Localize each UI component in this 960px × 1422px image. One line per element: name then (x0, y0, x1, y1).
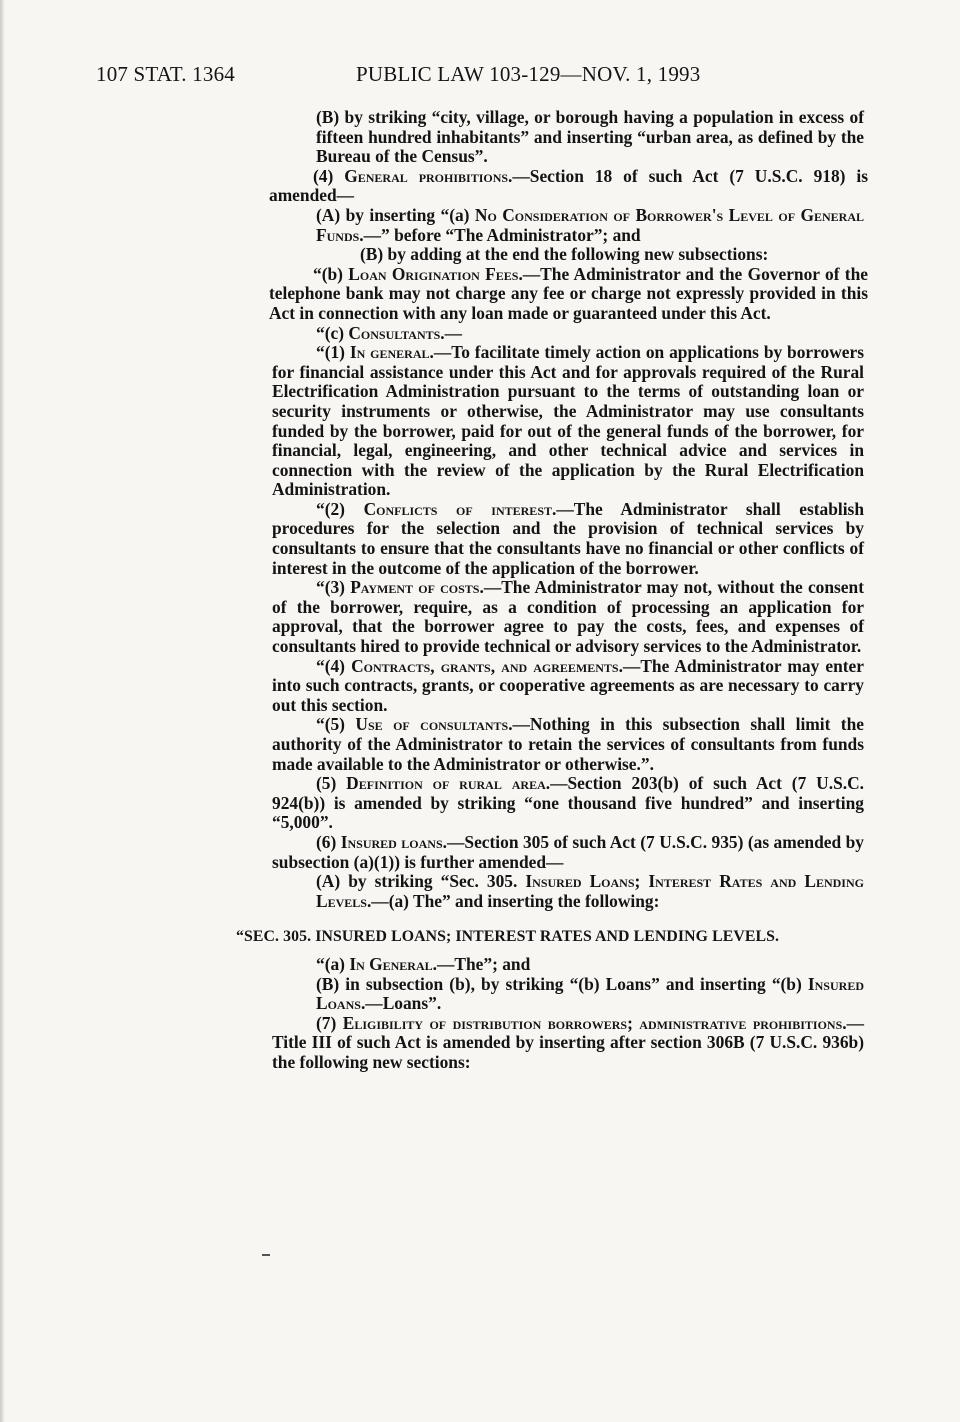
heading-eligibility-distribution-borrowers: Eligibility of distribution borrowers; administrative prohibitions (342, 1012, 843, 1033)
heading-use-of-consultants: Use of consultants (355, 714, 509, 735)
page-edge (0, 0, 5, 1422)
public-law-heading: PUBLIC LAW 103-129—NOV. 1, 1993 (356, 62, 701, 86)
page-header (96, 62, 876, 92)
heading-conflicts-of-interest: Conflicts of interest (363, 498, 552, 519)
heading-insured-loans-subsection-b: Insured Loans (316, 973, 864, 1014)
paragraph-2-conflicts-of-interest: “(2) Conflicts of interest.—The Administrator shall establish procedures for the selection and the provision of technical services by consultants to ensure that the consultants have no financial or other conflicts of interest in the outcome of the application of the borrower. (272, 498, 864, 578)
subsection-b-loan-origination-fees: “(b) Loan Origination Fees.—The Administrator and the Governor of the telephone bank may not charge any fee or charge not expressly provided in this Act in connection with any loan made or guaranteed under this Act. (269, 263, 868, 323)
para-6-insured-loans: (6) Insured loans.—Section 305 of such Act (7 U.S.C. 935) (as amended by subsection (a)(1)) is further amended— (272, 831, 864, 872)
subsection-c-consultants: “(c) Consultants.— (316, 322, 463, 343)
heading-loan-origination-fees: Loan Origination Fees (348, 263, 519, 284)
paragraph-4-contracts-grants: “(4) Contracts, grants, and agreements.—The Administrator may enter into such contracts, grants, or cooperative agreements as are necessary to carry out this section. (272, 655, 864, 715)
heading-in-general-subsection-a: In General (349, 953, 433, 974)
para-5-definition-rural-area: (5) Definition of rural area.—Section 203(b) of such Act (7 U.S.C. 924(b)) is amended by striking “one thousand five hundred” and inserting “5,000”. (272, 773, 864, 833)
clause-a-inserting-subsection-a: (A) by inserting “(a) No Consideration of Borrower's Level of General Funds.—” before “The Administrator”; and (316, 204, 864, 245)
paragraph-5-use-of-consultants: “(5) Use of consultants.—Nothing in this subsection shall limit the authority of the Administrator to retain the services of consultants from funds made available to the Administrator or otherwise.”. (272, 714, 864, 774)
heading-general-prohibitions: General prohibitions (344, 165, 509, 186)
stray-mark (262, 1254, 270, 1256)
statute-citation: 107 STAT. 1364 (96, 62, 235, 86)
clause-b-striking-city: (B) by striking “city, village, or borough having a population in excess of fifteen hundred inhabitants” and inserting “urban area, as defined by the Bureau of the Census”. (316, 107, 864, 167)
clause-b-adding-subsections: (B) by adding at the end the following new subsections: (360, 244, 769, 265)
heading-definition-rural-area: Definition of rural area (346, 773, 546, 794)
clause-b-insured-loans: (B) in subsection (b), by striking “(b) Loans” and inserting “(b) Insured Loans.—Loans”. (316, 973, 864, 1014)
heading-insured-loans: Insured loans (340, 831, 443, 852)
heading-in-general: In general (349, 342, 430, 363)
section-305-heading: “SEC. 305. INSURED LOANS; INTEREST RATES AND LENDING LEVELS. (236, 928, 780, 946)
para-4-general-prohibitions: (4) General prohibitions.—Section 18 of such Act (7 U.S.C. 918) is amended— (269, 165, 868, 206)
paragraph-3-payment-of-costs: “(3) Payment of costs.—The Administrator may not, without the consent of the borrower, require, as a condition of processing an application for approval, that the borrower agree to pay the costs, fees, and expenses of consultants hired to provide technical or advisory services to the Administrator. (272, 577, 864, 657)
heading-payment-of-costs: Payment of costs (350, 577, 480, 598)
clause-a-striking-sec-305: (A) by striking “Sec. 305. Insured Loans; Interest Rates and Lending Levels.—(a) The” and inserting the following: (316, 871, 864, 911)
subsection-a-in-general: “(a) In General.—The”; and (316, 953, 531, 974)
para-7-eligibility-distribution-borrowers: (7) Eligibility of distribution borrowers; administrative prohibitions.—Title III of such Act is amended by inserting after section 306B (7 U.S.C. 936b) the following new sections: (272, 1012, 864, 1072)
paragraph-1-in-general: “(1) In general.—To facilitate timely action on applications by borrowers for financial assistance under this Act and for approvals required of the Rural Electrification Administration pursuant to the terms of outstanding loan or security instruments or otherwise, the Administrator may use consultants funded by the borrower, paid for out of the general funds of the borrower, for financial, legal, engineering, and other technical advice and services in connection with the review of the application by the Rural Electrification Administration. (272, 342, 864, 500)
heading-contracts-grants-agreements: Contracts, grants, and agreements (351, 655, 619, 676)
law-text (236, 107, 868, 1073)
heading-insured-loans-interest-rates: Insured Loans; Interest Rates and Lending Levels (316, 871, 864, 911)
heading-no-consideration: No Consideration of Borrower's Level of General Funds (316, 204, 864, 245)
heading-consultants: Consultants (348, 322, 441, 343)
